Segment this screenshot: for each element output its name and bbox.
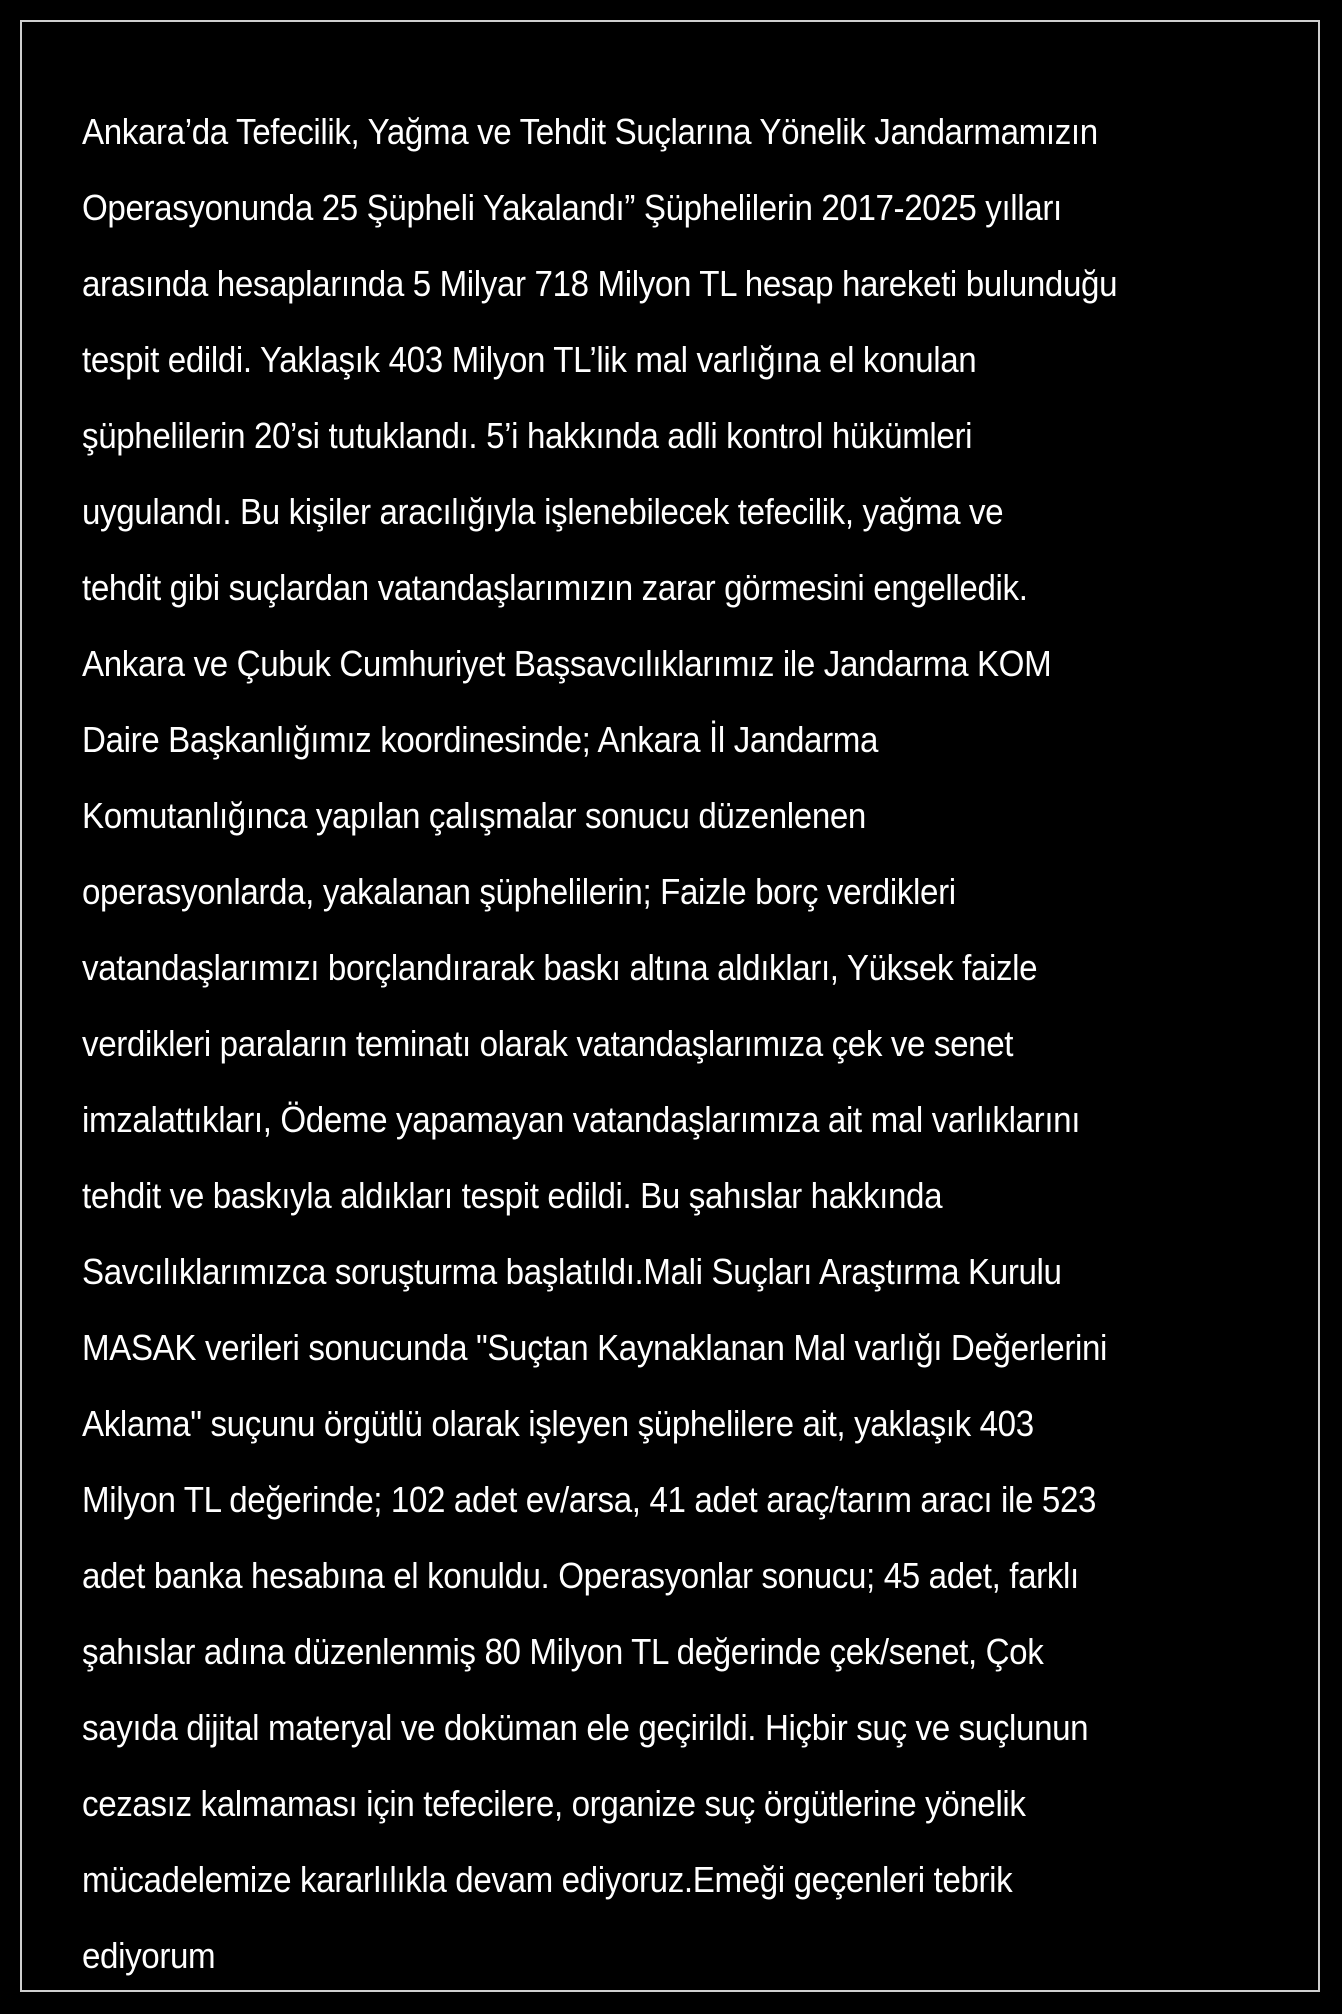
text-line: Ankara’da Tefecilik, Yağma ve Tehdit Suçlarına Yönelik Jandarmamızın (82, 111, 1098, 152)
text-line: ediyorum (82, 1935, 216, 1976)
text-line: imzalattıkları, Ödeme yapamayan vatandaşlarımıza ait mal varlıklarını (82, 1099, 1081, 1140)
text-line: sayıda dijital materyal ve doküman ele geçirildi. Hiçbir suç ve suçlunun (82, 1707, 1089, 1748)
text-line: arasında hesaplarında 5 Milyar 718 Milyon TL hesap hareketi bulunduğu (82, 263, 1118, 304)
text-line: şahıslar adına düzenlenmiş 80 Milyon TL değerinde çek/senet, Çok (82, 1631, 1044, 1672)
text-line: uygulandı. Bu kişiler aracılığıyla işlenebilecek tefecilik, yağma ve (82, 491, 1004, 532)
text-line: verdikleri paraların teminatı olarak vatandaşlarımıza çek ve senet (82, 1023, 1014, 1064)
text-line: vatandaşlarımızı borçlandırarak baskı altına aldıkları, Yüksek faizle (82, 947, 1038, 988)
text-line: tehdit ve baskıyla aldıkları tespit edildi. Bu şahıslar hakkında (82, 1175, 943, 1216)
text-line: Savcılıklarımızca soruşturma başlatıldı.Mali Suçları Araştırma Kurulu (82, 1251, 1062, 1292)
text-line: MASAK verileri sonucunda "Suçtan Kaynaklanan Mal varlığı Değerlerini (82, 1327, 1108, 1368)
text-line: Ankara ve Çubuk Cumhuriyet Başsavcılıklarımız ile Jandarma KOM (82, 643, 1052, 684)
text-line: Daire Başkanlığımız koordinesinde; Ankara İl Jandarma (82, 719, 879, 760)
text-line: cezasız kalmaması için tefecilere, organize suç örgütlerine yönelik (82, 1783, 1026, 1824)
text-line: Milyon TL değerinde; 102 adet ev/arsa, 41 adet araç/tarım aracı ile 523 (82, 1479, 1097, 1520)
text-line: operasyonlarda, yakalanan şüphelilerin; Faizle borç verdikleri (82, 871, 956, 912)
statement-text (82, 94, 1214, 1994)
text-line: Komutanlığınca yapılan çalışmalar sonucu düzenlenen (82, 795, 866, 836)
text-line: tehdit gibi suçlardan vatandaşlarımızın zarar görmesini engelledik. (82, 567, 1028, 608)
text-line: Aklama" suçunu örgütlü olarak işleyen şüphelilere ait, yaklaşık 403 (82, 1403, 1034, 1444)
text-line: tespit edildi. Yaklaşık 403 Milyon TL’lik mal varlığına el konulan (82, 339, 977, 380)
text-line: Operasyonunda 25 Şüpheli Yakalandı” Şüphelilerin 2017-2025 yılları (82, 187, 1062, 228)
text-line: adet banka hesabına el konuldu. Operasyonlar sonucu; 45 adet, farklı (82, 1555, 1079, 1596)
text-line: şüphelilerin 20’si tutuklandı. 5’i hakkında adli kontrol hükümleri (82, 415, 973, 456)
document-frame (20, 20, 1320, 1992)
text-line: mücadelemize kararlılıkla devam ediyoruz.Emeği geçenleri tebrik (82, 1859, 1013, 1900)
